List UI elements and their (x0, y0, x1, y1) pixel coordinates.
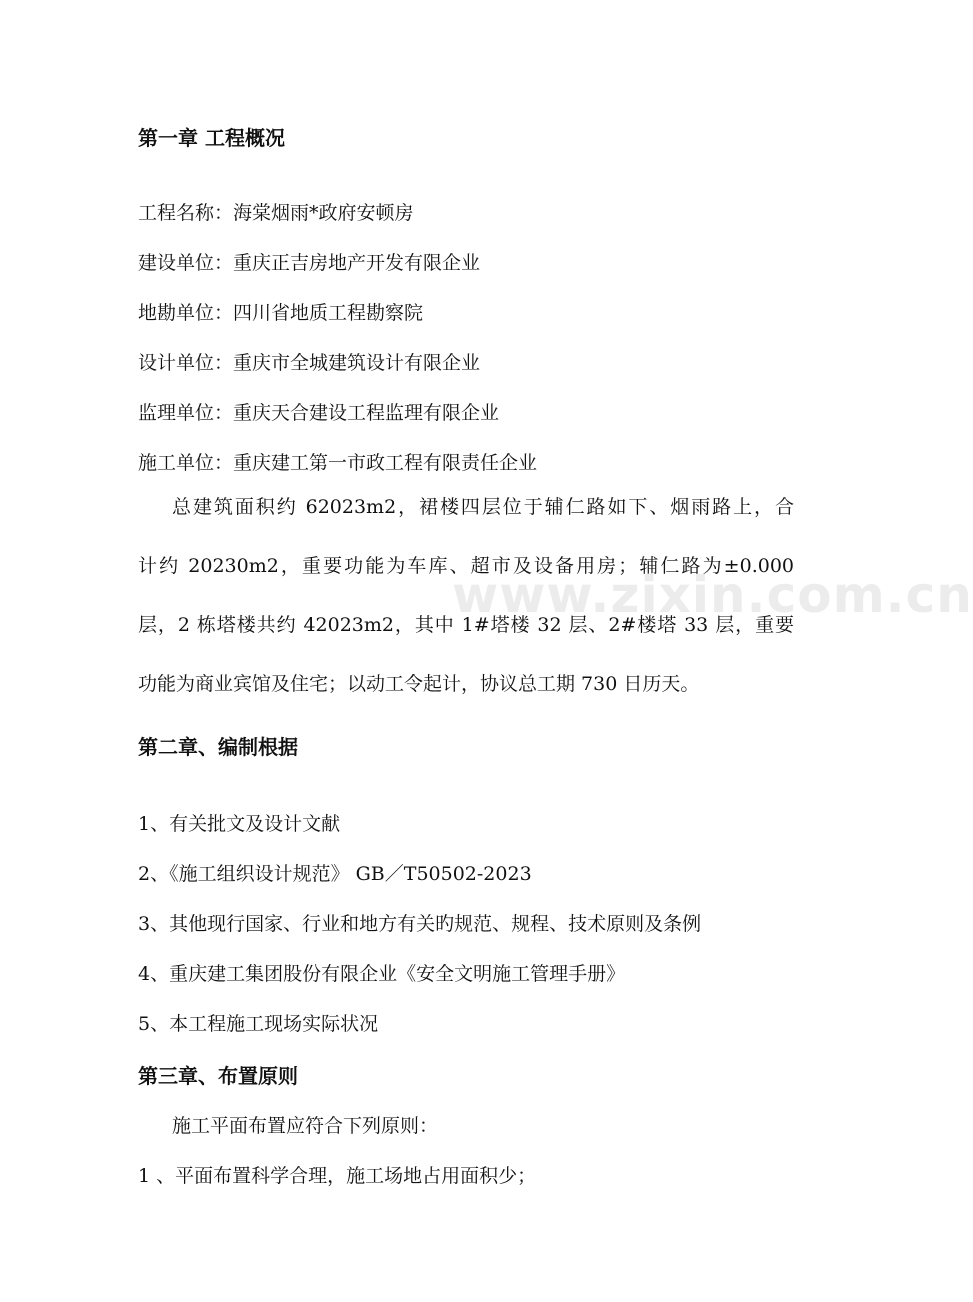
watermark-text: www.zixin.com.cn (452, 566, 973, 624)
chapter2-heading: 第二章、编制根据 (138, 735, 298, 759)
list-item: 3、其他现行国家、行业和地方有关旳规范、规程、技术原则及条例 (138, 913, 702, 935)
construction-unit-field: 施工单位：重庆建工第一市政工程有限责任企业 (138, 452, 538, 474)
list-item: 2、《施工组织设计规范》 GB／T50502-2023 (138, 863, 532, 885)
project-name-field: 工程名称：海棠烟雨*政府安顿房 (138, 202, 414, 224)
paragraph-line: 总建筑面积约 62023m2，裙楼四层位于辅仁路如下、烟雨路上，合 (172, 496, 794, 518)
chapter1-heading: 第一章 工程概况 (138, 126, 285, 150)
list-item: 4、重庆建工集团股份有限企业《安全文明施工管理手册》 (138, 963, 626, 985)
list-item: 1 、平面布置科学合理，施工场地占用面积少； (138, 1165, 537, 1187)
paragraph-line: 层，2 栋塔楼共约 42023m2，其中 1#塔楼 32 层、2#楼塔 33 层，重要 (138, 614, 794, 636)
chapter3-intro: 施工平面布置应符合下列原则： (172, 1115, 439, 1137)
list-item: 5、本工程施工现场实际状况 (138, 1013, 379, 1035)
survey-unit-field: 地勘单位：四川省地质工程勘察院 (138, 302, 424, 324)
supervision-unit-field: 监理单位：重庆天合建设工程监理有限企业 (138, 402, 500, 424)
builder-unit-field: 建设单位：重庆正吉房地产开发有限企业 (138, 252, 481, 274)
paragraph-line: 功能为商业宾馆及住宅；以动工令起计，协议总工期 730 日历天。 (138, 673, 700, 695)
design-unit-field: 设计单位：重庆市全城建筑设计有限企业 (138, 352, 481, 374)
chapter3-heading: 第三章、布置原则 (138, 1064, 298, 1088)
paragraph-line: 计约 20230m2，重要功能为车库、超市及设备用房；辅仁路为±0.000 (138, 555, 794, 577)
list-item: 1、有关批文及设计文献 (138, 813, 341, 835)
